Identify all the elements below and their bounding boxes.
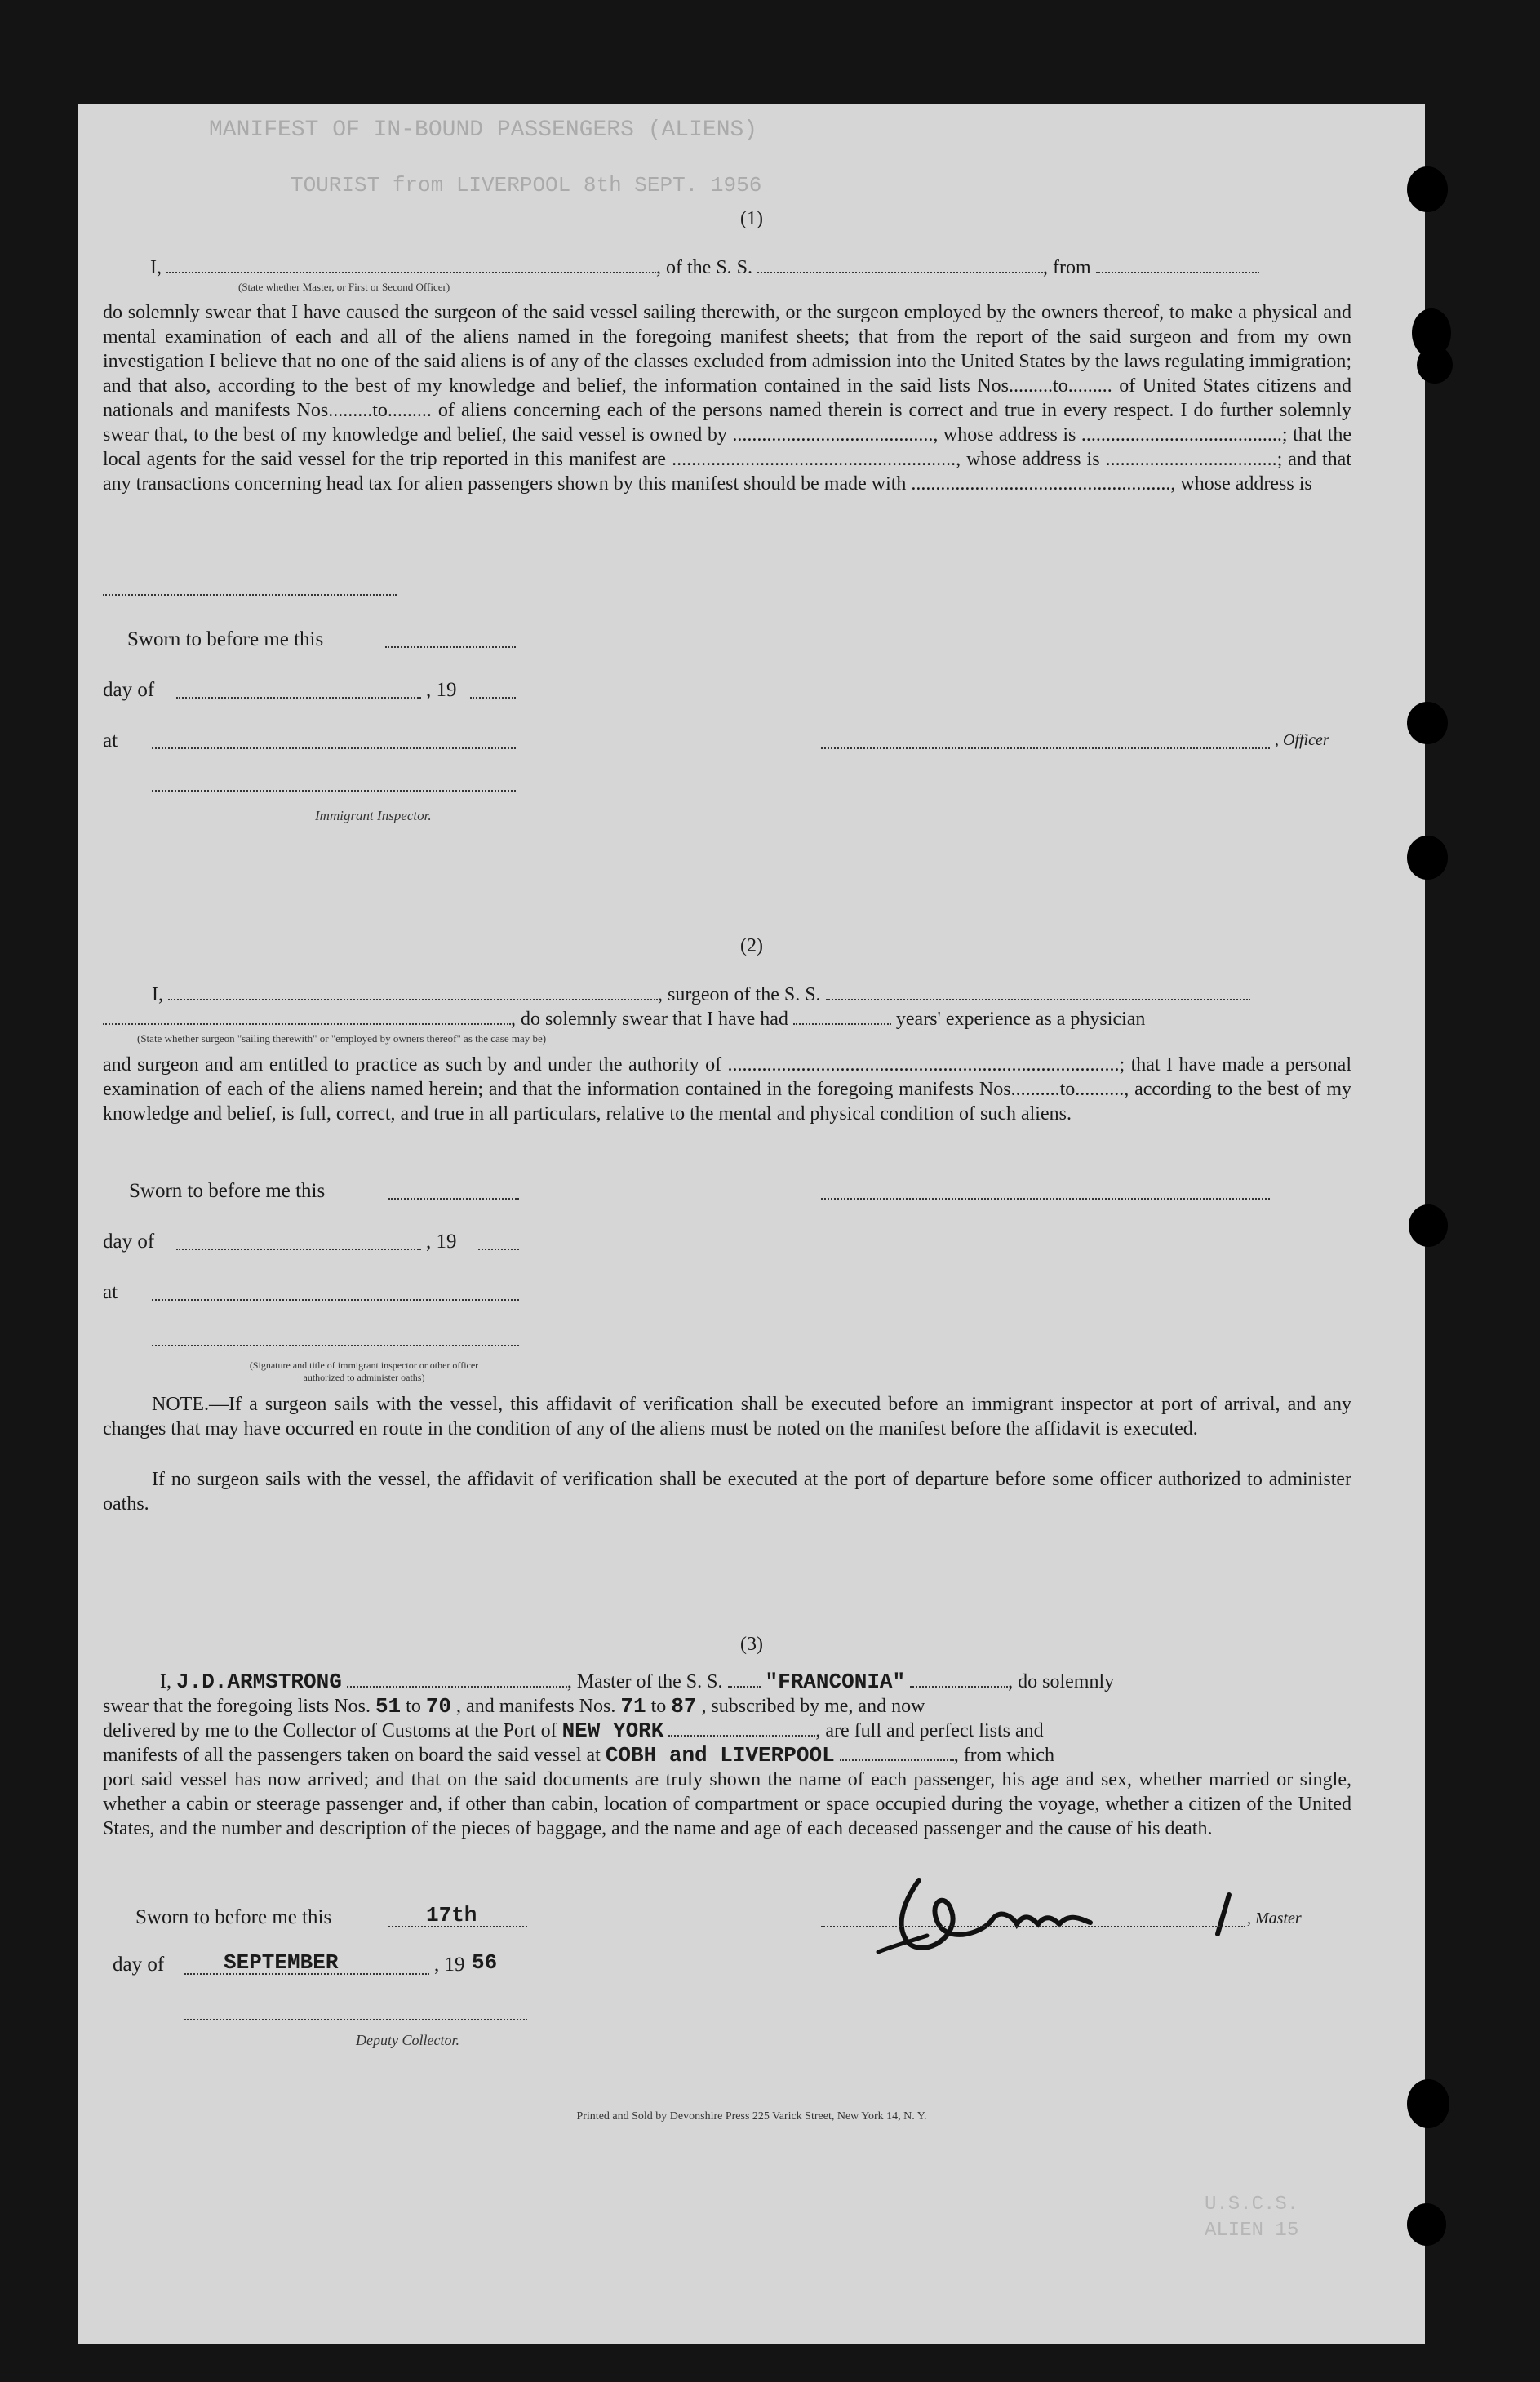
ship-name: "FRANCONIA" (765, 1670, 906, 1694)
printer-footer: Printed and Sold by Devonshire Press 225 Varick Street, New York 14, N. Y. (576, 2110, 927, 2123)
affidavit1-body: do solemnly swear that I have caused the surgeon of the said vessel sailing therewith, or the surgeon employed by the owners thereof, to make a physical and mental examination of each and all of the aliens named in the foregoing manifest sheets; that from the report of the said surgeon and from my own investigation I believe that no one of the said aliens is of any of the classes excluded from admission into the United States by the laws regulating immigration; and that also, according to the best of my knowledge and belief, the information contained in the said lists Nos.........to......... of United States citizens and nationals and manifests Nos.........to......... of aliens concerning each of the persons named therein is correct and true in every respect. I do further solemnly swear that, to the best of my knowledge and belief, the said vessel is owned by ........................................., whose address is .........................................; that the local agents for the said vessel for the trip reported in this manifest are .........................................................., whose address is ...................................; and that any transactions concerning head tax for alien passengers shown by this manifest should be made with ....................................................., whose address is (103, 302, 1351, 495)
affidavit1-year: , 19 (426, 679, 457, 701)
punch-hole-4 (1407, 702, 1448, 744)
stamp-line-2: ALIEN 15 (1205, 2220, 1299, 2242)
affidavit2-sworn: Sworn to before me this (129, 1180, 326, 1202)
ship-rule-left (728, 1686, 761, 1688)
affidavit3-full-lists: , are full and perfect lists and (815, 1720, 1044, 1741)
sworn-day-rule (388, 1926, 527, 1927)
punch-hole-8 (1407, 2203, 1446, 2246)
affidavit3-manifests-label: , and manifests Nos. (456, 1696, 616, 1717)
affidavit3-manifests-all: manifests of all the passengers taken on board the said vessel at (103, 1745, 601, 1766)
month-rule (184, 1973, 429, 1975)
affidavit3-line2 (103, 1694, 1376, 1719)
affidavit3-do-solemnly: , do solemnly (1008, 1671, 1115, 1692)
affidavit2-sworn-field[interactable] (388, 1198, 519, 1200)
affidavit2-caption: (State whether surgeon "sailing therewith" or "employed by owners thereof" as the case may be) (137, 1032, 547, 1045)
affidavit2-ship-label: , surgeon of the S. S. (658, 984, 821, 1005)
note-no-surgeon: If no surgeon sails with the vessel, the affidavit of verification shall be executed at the port of departure before some officer authorized to administer oaths. (103, 1469, 1351, 1515)
punch-hole-6 (1409, 1204, 1448, 1247)
affidavit3-year-prefix: , 19 (434, 1954, 465, 1976)
manifest-from: 71 (620, 1694, 646, 1719)
port-rule (668, 1735, 815, 1737)
section-number-3: (3) (740, 1634, 763, 1655)
surgeon-name-field[interactable] (168, 983, 658, 1000)
bleed-heading: MANIFEST OF IN-BOUND PASSENGERS (ALIENS) (209, 118, 758, 143)
ship-rule-right (910, 1686, 1008, 1688)
affidavit2-sig-caption: (Signature and title of immigrant inspector or other officer authorized to administer oaths) (249, 1360, 479, 1383)
deputy-caption: Deputy Collector. (356, 2032, 459, 2048)
from-port-field[interactable] (1096, 255, 1259, 273)
affidavit3-sworn: Sworn to before me this (135, 1906, 332, 1928)
affidavit3-to1: to (406, 1696, 421, 1717)
affidavit3-to2: to (650, 1696, 667, 1717)
affidavit3-lists-label: swear that the foregoing lists Nos. (103, 1696, 371, 1717)
affidavit2-day-of: day of (103, 1231, 155, 1253)
affidavit2-signature-field[interactable] (821, 1198, 1270, 1200)
punch-hole-7 (1407, 2079, 1449, 2128)
affidavit1-year-field[interactable] (470, 697, 516, 699)
affidavit2-day-field[interactable] (176, 1249, 421, 1250)
sworn-day: 17th (426, 1903, 477, 1927)
affidavit1-sworn-field[interactable] (385, 646, 516, 648)
affidavit2-officer-field[interactable] (152, 1345, 519, 1346)
affidavit2-swear: , do solemnly swear that I have had (511, 1009, 788, 1030)
inspector-signature-field[interactable] (152, 790, 516, 792)
affidavit1-from-label: , from (1043, 257, 1091, 278)
affidavit2-year-field[interactable] (478, 1249, 519, 1250)
affidavit1-at: at (103, 730, 118, 752)
affidavit3-i: I, (160, 1671, 171, 1692)
inspector-caption: Immigrant Inspector. (315, 808, 432, 823)
ship-name-field[interactable] (757, 255, 1043, 273)
list-from: 51 (375, 1694, 402, 1719)
sworn-month: SEPTEMBER (224, 1950, 339, 1975)
deputy-collector-signature[interactable] (184, 2019, 527, 2020)
years-experience-field[interactable] (793, 1007, 891, 1025)
bleed-heading-date: TOURIST from LIVERPOOL 8th SEPT. 1956 (291, 173, 762, 197)
master-name: J.D.ARMSTRONG (176, 1670, 342, 1694)
affidavit1-caption: (State whether Master, or First or Second Officer) (238, 281, 450, 293)
surgeon-status-field[interactable] (103, 1007, 511, 1025)
stamp-line-1: U.S.C.S. (1205, 2193, 1299, 2216)
affidavit3-line3 (103, 1719, 1376, 1743)
affidavit2-at-field[interactable] (152, 1299, 519, 1301)
master-signature (870, 1870, 1294, 1960)
affidavit2-year: , 19 (426, 1231, 457, 1253)
master-signature-rule (821, 1926, 1245, 1927)
master-name-field[interactable] (166, 255, 656, 273)
affidavit2-line1 (152, 983, 1425, 1007)
affidavit1-line1 (150, 255, 1423, 280)
officer-signature-field[interactable] (821, 747, 1270, 749)
manifest-to: 87 (671, 1694, 697, 1719)
punch-hole-3 (1417, 346, 1453, 384)
section-number-1: (1) (740, 208, 763, 229)
surgeon-ship-field[interactable] (826, 983, 1250, 1000)
boarding-ports: COBH and LIVERPOOL (605, 1743, 835, 1768)
affidavit2-years-label: years' experience as a physician (895, 1009, 1146, 1030)
port-of-arrival: NEW YORK (561, 1719, 664, 1743)
master-tag: , Master (1247, 1910, 1302, 1927)
affidavit1-rule (103, 594, 397, 596)
affidavit3-line4 (103, 1743, 1376, 1768)
affidavit1-day-of: day of (103, 679, 155, 701)
punch-hole-1 (1407, 166, 1448, 212)
affidavit3-ship-label: , Master of the S. S. (566, 1671, 723, 1692)
affidavit2-line2 (103, 1007, 1376, 1031)
affidavit3-line1 (160, 1670, 1433, 1694)
affidavit2-at: at (103, 1281, 118, 1303)
note-surgeon: NOTE.—If a surgeon sails with the vessel, this affidavit of verification shall be executed before an immigrant inspector at port of arrival, and any changes that may have occurred en route in the condition of any of the aliens must be noted on the manifest before the affidavit is executed. (103, 1394, 1351, 1439)
affidavit3-body: port said vessel has now arrived; and that on the said documents are truly shown the name of each passenger, his age and sex, whether married or single, whether a cabin or steerage passenger and, if other than cabin, location of compartment or space occupied during the voyage, whether a citizen of the United States, and the number and description of the pieces of baggage, and the name and age of each deceased passenger and the cause of his death. (103, 1769, 1351, 1839)
affidavit2-body: and surgeon and am entitled to practice as such by and under the authority of ................................................................................; that I have made a personal examination of each of the aliens named herein; and that the information contained in the foregoing manifests Nos..........to.........., according to the best of my knowledge and belief, is full, correct, and true in all particulars, relative to the mental and physical condition of such aliens. (103, 1054, 1351, 1124)
affidavit1-at-field[interactable] (152, 747, 516, 749)
punch-hole-5 (1407, 836, 1448, 880)
master-name-rule (347, 1686, 567, 1688)
officer-label: , Officer (1275, 731, 1329, 749)
affidavit2-i: I, (152, 984, 163, 1005)
affidavit1-ship-label: , of the S. S. (656, 257, 753, 278)
manifest-page (78, 104, 1425, 2344)
affidavit1-day-field[interactable] (176, 697, 421, 699)
affidavit1-sworn: Sworn to before me this (127, 628, 324, 650)
affidavit3-day-of: day of (113, 1954, 165, 1976)
affidavit3-subscribed: , subscribed by me, and now (701, 1696, 925, 1717)
section-number-2: (2) (740, 935, 763, 956)
affidavit1-i: I, (150, 257, 162, 278)
affidavit3-delivered: delivered by me to the Collector of Customs at the Port of (103, 1720, 557, 1741)
sworn-year: 56 (472, 1950, 498, 1975)
boarding-rule (840, 1759, 954, 1761)
list-to: 70 (425, 1694, 452, 1719)
affidavit3-from-which: , from which (953, 1745, 1054, 1766)
